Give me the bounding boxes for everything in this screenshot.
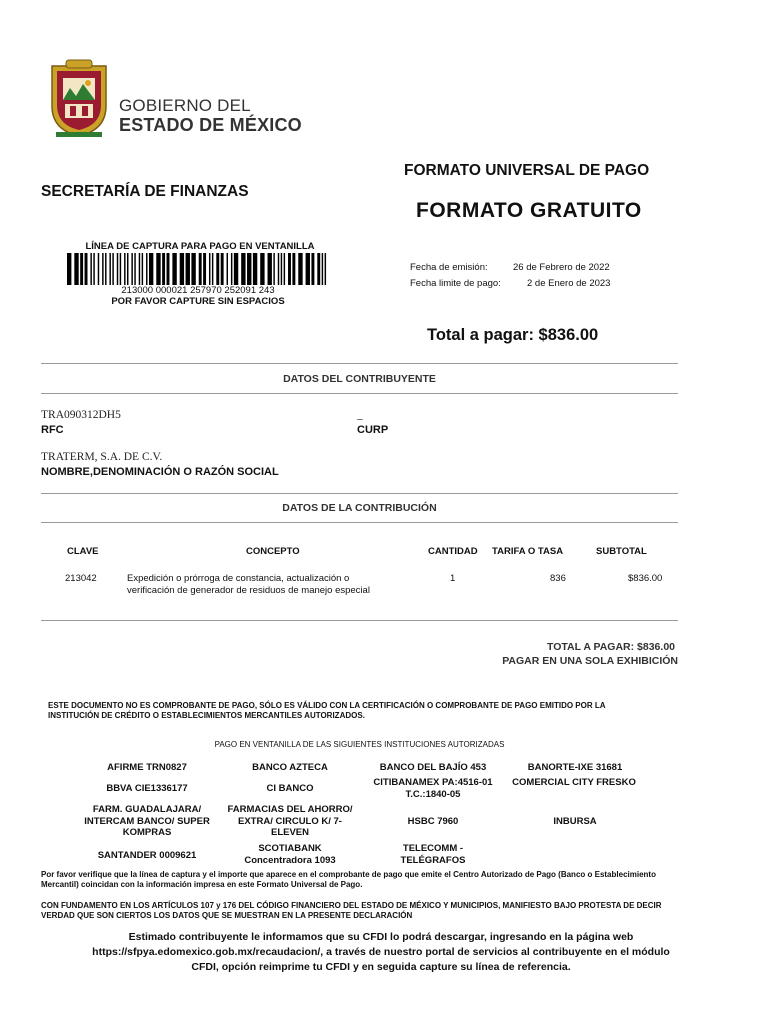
- government-name-line1: GOBIERNO DEL: [119, 96, 251, 115]
- secretaria-title: SECRETARÍA DE FINANZAS: [41, 183, 249, 200]
- contribution-section-title: DATOS DE LA CONTRIBUCIÓN: [282, 502, 437, 514]
- row-concepto-line2: verificación de generador de residuos de manejo especial: [127, 585, 370, 596]
- capture-line-note: POR FAVOR CAPTURE SIN ESPACIOS: [111, 296, 285, 307]
- emission-date-label: Fecha de emisión:: [410, 262, 488, 273]
- business-name-label: NOMBRE,DENOMINACIÓN O RAZÓN SOCIAL: [41, 466, 279, 478]
- divider: [41, 620, 678, 621]
- rfc-label: RFC: [41, 424, 64, 436]
- institutions-title: PAGO EN VENTANILLA DE LAS SIGUIENTES INSTITUCIONES AUTORIZADAS: [214, 740, 505, 749]
- divider: [41, 393, 678, 394]
- institution-item: BANCO DEL BAJÍO 453: [379, 762, 487, 773]
- total-to-pay: Total a pagar: $836.00: [427, 326, 599, 344]
- row-tarifa: 836: [550, 573, 566, 584]
- column-header-cantidad: CANTIDAD: [428, 546, 478, 557]
- curp-label: CURP: [357, 424, 389, 436]
- cfdi-notice-line2: https://sfpya.edomexico.gob.mx/recaudacion/, a través de nuestro portal de servicios al contribuyente en el módulo: [92, 946, 670, 958]
- barcode-image: [67, 253, 329, 285]
- rfc-value: TRA090312DH5: [41, 409, 121, 421]
- row-concepto-line1: Expedición o prórroga de constancia, actualización o: [127, 573, 350, 584]
- divider: [41, 522, 678, 523]
- total-to-pay-summary: TOTAL A PAGAR: $836.00: [547, 641, 675, 653]
- institution-item: INBURSA: [553, 816, 597, 827]
- institution-item: AFIRME TRN0827: [107, 762, 187, 773]
- due-date-value: 2 de Enero de 2023: [527, 278, 611, 289]
- disclaimer-text: ESTE DOCUMENTO NO ES COMPROBANTE DE PAGO, SÓLO ES VÁLIDO CON LA CERTIFICACIÓN O COMPROBANTE DE PAGO EMITIDO POR LA INSTITUCIÓN DE CRÉDITO O ESTABLECIMIENTOS MERCANTILES AUTORIZADOS.: [48, 701, 606, 720]
- cfdi-download-notice: [41, 930, 721, 975]
- capture-line-number: 213000 000021 257970 252091 243: [121, 285, 275, 296]
- due-date-label: Fecha limite de pago:: [410, 278, 501, 289]
- form-type: FORMATO GRATUITO: [416, 199, 642, 222]
- institution-item: FARMACIAS DEL AHORRO/ EXTRA/ CIRCULO K/ 7-ELEVEN: [227, 804, 353, 838]
- institution-item: COMERCIAL CITY FRESKO: [512, 777, 636, 788]
- column-header-tarifa: TARIFA O TASA: [492, 546, 564, 557]
- business-name-value: TRATERM, S.A. DE C.V.: [41, 451, 163, 463]
- capture-line-title: LÍNEA DE CAPTURA PARA PAGO EN VENTANILLA: [85, 241, 315, 252]
- institution-item: BBVA CIE1336177: [106, 783, 188, 794]
- institution-item: BANCO AZTECA: [252, 762, 328, 773]
- institution-item: FARM. GUADALAJARA/ INTERCAM BANCO/ SUPER KOMPRAS: [84, 804, 210, 838]
- estado-de-mexico-coat-of-arms-logo: [48, 58, 110, 138]
- institution-item: BANORTE-IXE 31681: [527, 762, 623, 773]
- institution-item: TELECOMM - TELÉGRAFOS: [400, 843, 466, 866]
- row-concepto: [127, 573, 417, 597]
- institution-item: SANTANDER 0009621: [97, 850, 197, 861]
- row-cantidad: 1: [450, 573, 456, 584]
- row-subtotal: $836.00: [628, 573, 663, 584]
- column-header-concepto: CONCEPTO: [246, 546, 300, 557]
- divider: [41, 363, 678, 364]
- column-header-subtotal: SUBTOTAL: [596, 546, 647, 557]
- divider: [41, 493, 678, 494]
- cfdi-notice-line1: Estimado contribuyente le informamos que su CFDI lo podrá descargar, ingresando en la página web: [128, 931, 634, 943]
- column-header-clave: CLAVE: [67, 546, 99, 557]
- emission-date-value: 26 de Febrero de 2022: [513, 262, 610, 273]
- verification-notice: Por favor verifique que la línea de captura y el importe que aparece en el comprobante de pago que emite el Centro Autorizado de Pago (Banco o Establecimiento Mercantil) coincidan con la información impresa en este Formato Universal de Pago.: [41, 870, 656, 889]
- cfdi-notice-line3: CFDI, opción reimprime tu CFDI y en seguida capture su línea de referencia.: [191, 961, 571, 973]
- form-title: FORMATO UNIVERSAL DE PAGO: [404, 162, 650, 179]
- government-name-line2: ESTADO DE MÉXICO: [119, 115, 302, 135]
- curp-value: _: [357, 409, 363, 421]
- institution-item: SCOTIABANK Concentradora 1093: [244, 843, 336, 866]
- institution-item: CITIBANAMEX PA:4516-01 T.C.:1840-05: [373, 777, 493, 800]
- legal-declaration: CON FUNDAMENTO EN LOS ARTÍCULOS 107 y 176 DEL CÓDIGO FINANCIERO DEL ESTADO DE MÉXICO Y MUNICIPIOS, MANIFIESTO BAJO PROTESTA DE DECIR VERDAD QUE SON CIERTOS LOS DATOS QUE SE MUESTRAN EN LA PRESENTE DECLARACIÓN: [41, 901, 662, 920]
- single-payment-note: PAGAR EN UNA SOLA EXHIBICIÓN: [502, 655, 678, 667]
- taxpayer-section-title: DATOS DEL CONTRIBUYENTE: [283, 373, 436, 385]
- institution-item: HSBC 7960: [407, 816, 459, 827]
- row-clave: 213042: [65, 573, 97, 584]
- institution-item: CI BANCO: [266, 783, 314, 794]
